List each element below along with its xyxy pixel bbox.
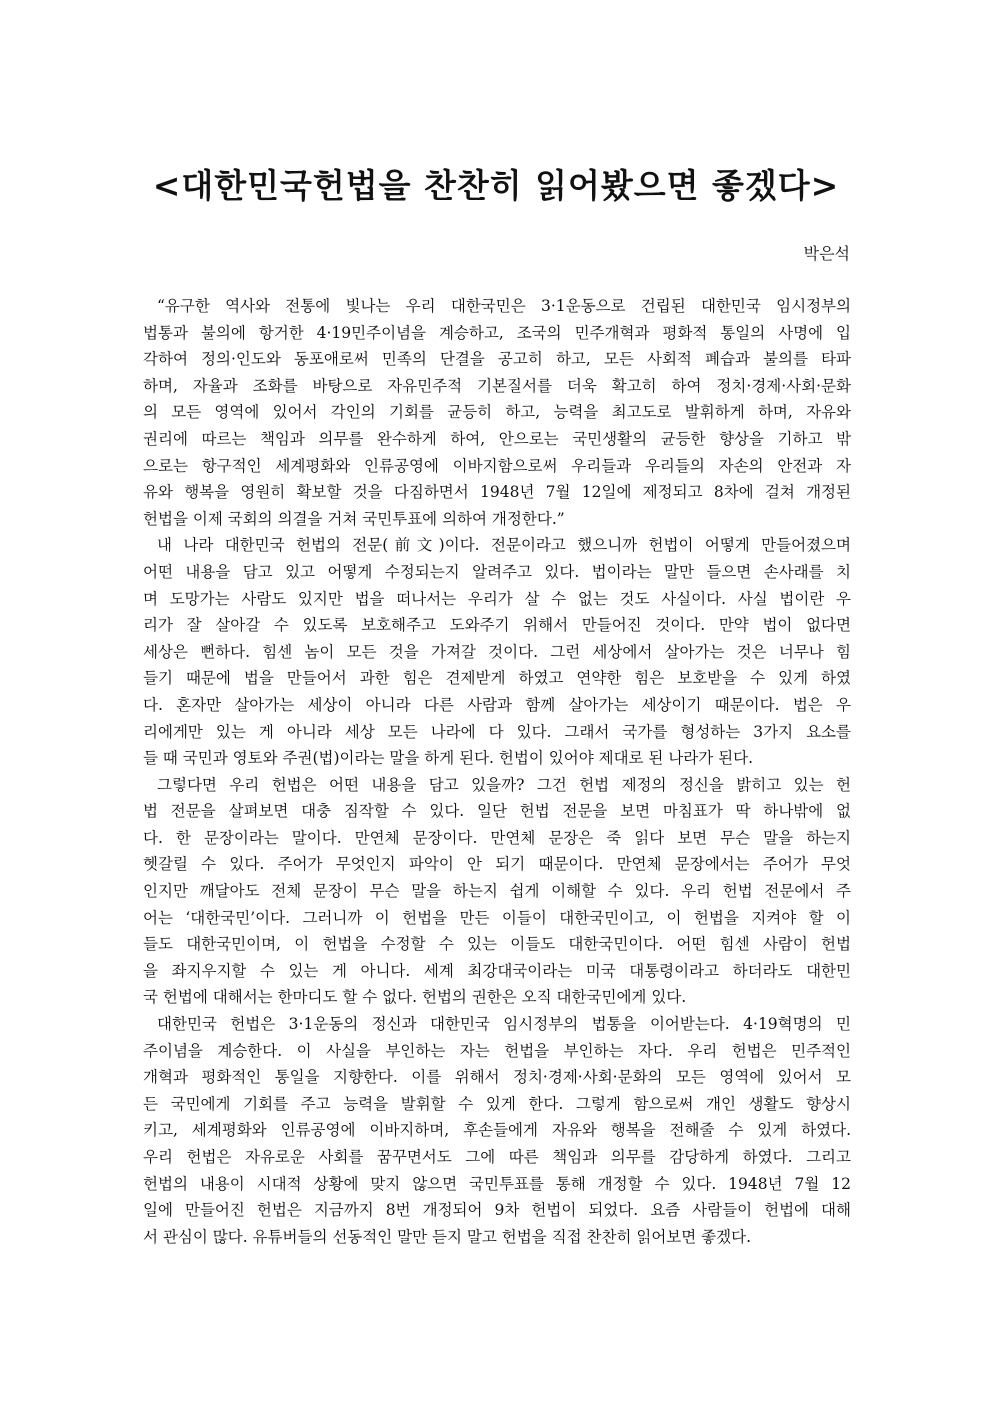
text-line: 리가 잘 살아갈 수 있도록 보호해주고 도와주기 위해서 만들어진 것이다. 만약 법이 없다면 <box>143 616 851 635</box>
text-line: 어는 ‘대한국민’이다. 그러니까 이 헌법을 만든 이들이 대한국민이고, 이 헌법을 지켜야 할 이 <box>143 908 851 927</box>
text-line: 서 관심이 많다. 유튜버들의 선동적인 말만 듣지 말고 헌법을 직접 찬찬히 읽어보면 좋겠다. <box>143 1227 752 1246</box>
paragraph <box>143 293 851 532</box>
text-line: 들도 대한국민이며, 이 헌법을 수정할 수 있는 이들도 대한국민이다. 어떤 힘센 사람이 헌법 <box>143 935 851 954</box>
text-line: 개혁과 평화적인 통일을 지향한다. 이를 위해서 정치·경제·사회·문화의 모든 영역에 있어서 모 <box>143 1068 851 1087</box>
text-line: 다. 한 문장이라는 말이다. 만연체 문장이다. 만연체 문장은 죽 읽다 보면 무슨 말을 하는지 <box>143 828 851 847</box>
text-line: 헌법을 이제 국회의 의결을 거쳐 국민투표에 의하여 개정한다.” <box>143 509 565 528</box>
text-line: 유와 행복을 영원히 확보할 것을 다짐하면서 1948년 7월 12일에 제정되고 8차에 걸쳐 개정된 <box>143 483 851 502</box>
paragraph <box>143 772 851 1011</box>
text-line: 헷갈릴 수 있다. 주어가 무엇인지 파악이 안 되기 때문이다. 만연체 문장에서는 주어가 무엇 <box>143 855 851 874</box>
text-line: 으로는 항구적인 세계평화와 인류공영에 이바지함으로써 우리들과 우리들의 자손의 안전과 자 <box>143 456 851 475</box>
text-line: 들기 때문에 법을 만들어서 과한 힘은 견제받게 하였고 연약한 힘은 보호받을 수 있게 하였 <box>143 669 851 688</box>
text-line: 세상은 뻔하다. 힘센 놈이 모든 것을 가져갈 것이다. 그런 세상에서 살아가는 것은 너무나 힘 <box>143 642 851 661</box>
text-line: 며 도망가는 사람도 있지만 법을 떠나서는 우리가 살 수 없는 것도 사실이다. 사실 법이란 우 <box>143 589 851 608</box>
author-name: 박은석 <box>803 244 850 263</box>
text-line: 대한민국 헌법은 3·1운동의 정신과 대한민국 임시정부의 법통을 이어받는다. 4·19혁명의 민 <box>157 1015 851 1034</box>
text-line: 든 국민에게 기회를 주고 능력을 발휘할 수 있게 한다. 그렇게 함으로써 개인 생활도 향상시 <box>143 1094 851 1113</box>
text-line: 을 좌지우지할 수 있는 게 아니다. 세계 최강대국이라는 미국 대통령이라고 하더라도 대한민 <box>143 961 851 980</box>
text-line: 의 모든 영역에 있어서 각인의 기회를 균등히 하고, 능력을 최고도로 발휘하게 하며, 자유와 <box>143 403 851 422</box>
document-title: <대한민국헌법을 찬찬히 읽어봤으면 좋겠다> <box>152 166 840 205</box>
text-line: 어떤 내용을 담고 있고 어떻게 수정되는지 알려주고 있다. 법이라는 말만 들으면 손사래를 치 <box>143 562 851 581</box>
text-line: 일에 만들어진 헌법은 지금까지 8번 개정되어 9차 헌법이 되었다. 요즘 사람들이 헌법에 대해 <box>143 1201 851 1220</box>
text-line: 법통과 불의에 항거한 4·19민주이념을 계승하고, 조국의 민주개혁과 평화적 통일의 사명에 입 <box>143 323 851 342</box>
text-line: 들 때 국민과 영토와 주권(법)이라는 말을 하게 된다. 헌법이 있어야 제대로 된 나라가 된다. <box>143 749 754 768</box>
text-line: “유구한 역사와 전통에 빛나는 우리 대한국민은 3·1운동으로 건립된 대한민국 임시정부의 <box>157 297 851 315</box>
text-line: 각하여 정의·인도와 동포애로써 민족의 단결을 공고히 하고, 모든 사회적 폐습과 불의를 타파 <box>143 350 851 369</box>
paragraph <box>143 1011 851 1250</box>
text-line: 하며, 자율과 조화를 바탕으로 자유민주적 기본질서를 더욱 확고히 하여 정치·경제·사회·문화 <box>143 376 851 395</box>
text-line: 국 헌법에 대해서는 한마디도 할 수 없다. 헌법의 권한은 오직 대한국민에게 있다. <box>143 988 687 1007</box>
paragraph <box>143 532 851 771</box>
text-line: 다. 혼자만 살아가는 세상이 아니라 다른 사람과 함께 살아가는 세상이기 때문이다. 법은 우 <box>143 695 851 714</box>
text-line: 리에게만 있는 게 아니라 세상 모든 나라에 다 있다. 그래서 국가를 형성하는 3가지 요소를 <box>143 722 851 741</box>
text-line: 법 전문을 살펴보면 대충 짐작할 수 있다. 일단 헌법 전문을 보면 마침표가 딱 하나밖에 없 <box>143 802 851 821</box>
text-line: 우리 헌법은 자유로운 사회를 꿈꾸면서도 그에 따른 책임과 의무를 감당하게 하였다. 그리고 <box>143 1148 851 1166</box>
document-body <box>143 293 851 1250</box>
text-line: 내 나라 대한민국 헌법의 전문(前文)이다. 전문이라고 했으니까 헌법이 어떻게 만들어졌으며 <box>157 536 851 555</box>
text-line: 인지만 깨달아도 전체 문장이 무슨 말을 하는지 쉽게 이해할 수 있다. 우리 헌법 전문에서 주 <box>143 882 851 901</box>
text-line: 권리에 따르는 책임과 의무를 완수하게 하여, 안으로는 국민생활의 균등한 향상을 기하고 밖 <box>143 429 851 448</box>
text-line: 헌법의 내용이 시대적 상황에 맞지 않으면 국민투표를 통해 개정할 수 있다. 1948년 7월 12 <box>143 1174 851 1193</box>
text-line: 주이념을 계승한다. 이 사실을 부인하는 자는 헌법을 부인하는 자다. 우리 헌법은 민주적인 <box>143 1041 851 1060</box>
text-line: 키고, 세계평화와 인류공영에 이바지하며, 후손들에게 자유와 행복을 전해줄 수 있게 하였다. <box>143 1121 851 1140</box>
text-line: 그렇다면 우리 헌법은 어떤 내용을 담고 있을까? 그건 헌법 제정의 정신을 밝히고 있는 헌 <box>157 775 851 794</box>
